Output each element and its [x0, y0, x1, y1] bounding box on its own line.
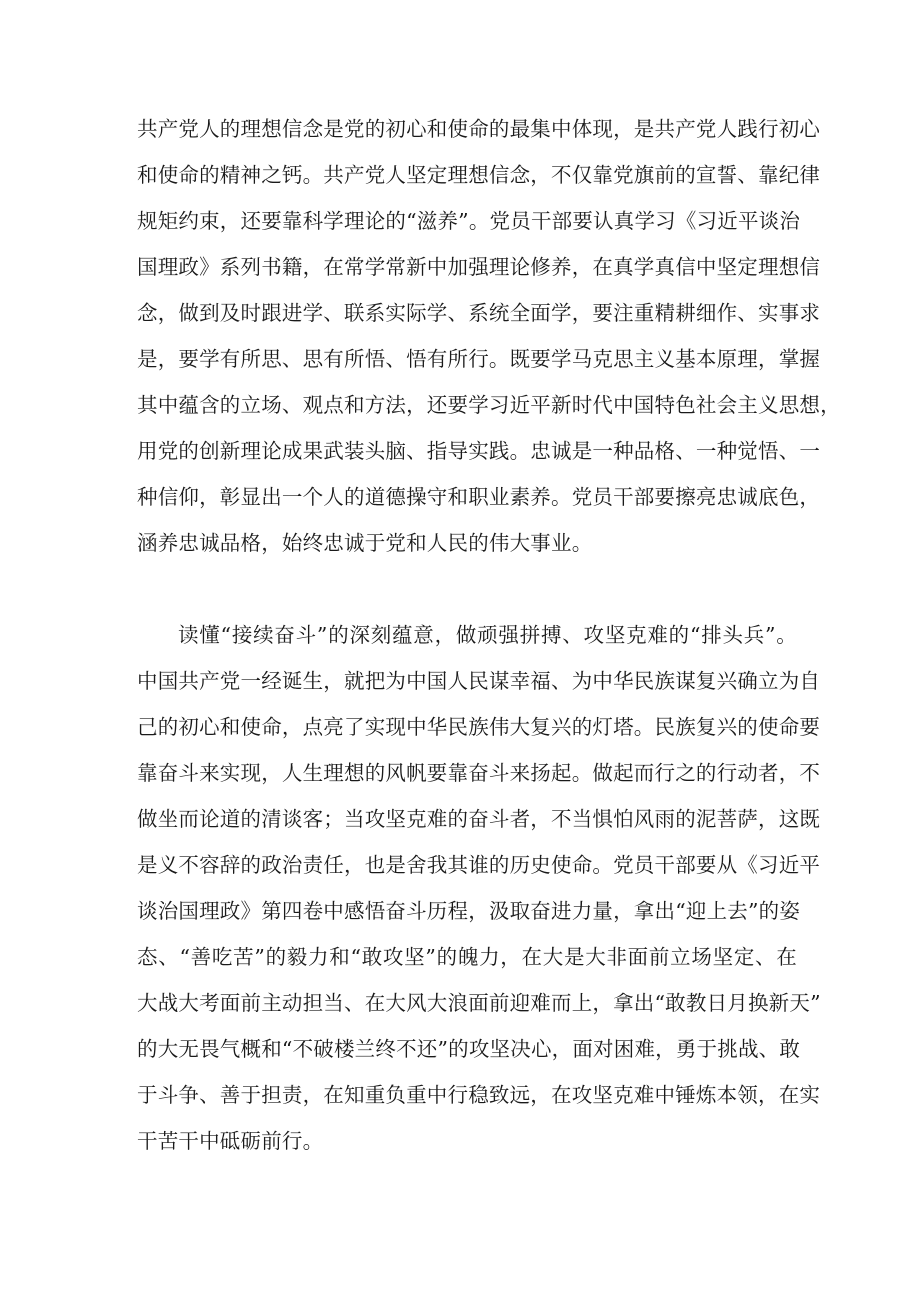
paragraph-line: 于斗争、善于担责，在知重负重中行稳致远，在攻坚克难中锤炼本领，在实 [137, 1083, 821, 1107]
paragraph-line: 是义不容辞的政治责任，也是舍我其谁的历史使命。党员干部要从《习近平 [137, 853, 821, 877]
paragraph-line: 干苦干中砥砺前行。 [137, 1129, 324, 1153]
paragraph-line: 态、“善吃苦”的毅力和“敢攻坚”的魄力，在大是大非面前立场坚定、在 [137, 945, 797, 969]
paragraph-line: 是，要学有所思、思有所悟、悟有所行。既要学马克思主义基本原理，掌握 [137, 347, 821, 371]
paragraph-line: 念，做到及时跟进学、联系实际学、系统全面学，要注重精耕细作、实事求 [137, 301, 821, 325]
paragraph-line: 中国共产党一经诞生，就把为中国人民谋幸福、为中华民族谋复兴确立为自 [137, 669, 821, 693]
paragraph-line: 其中蕴含的立场、观点和方法，还要学习近平新时代中国特色社会主义思想， [137, 393, 841, 417]
paragraph-line: 涵养忠诚品格，始终忠诚于党和人民的伟大事业。 [137, 531, 593, 555]
paragraph-line: 共产党人的理想信念是党的初心和使命的最集中体现，是共产党人践行初心 [137, 117, 821, 141]
paragraph-line: 谈治国理政》第四卷中感悟奋斗历程，汲取奋进力量，拿出“迎上去”的姿 [137, 899, 801, 923]
paragraph-line: 和使命的精神之钙。共产党人坚定理想信念，不仅靠党旗前的宣誓、靠纪律 [137, 163, 821, 187]
paragraph-line: 做坐而论道的清谈客；当攻坚克难的奋斗者，不当惧怕风雨的泥菩萨，这既 [137, 807, 821, 831]
paragraph-line: 规矩约束，还要靠科学理论的“滋养”。党员干部要认真学习《习近平谈治 [137, 209, 801, 233]
paragraph-line: 国理政》系列书籍，在常学常新中加强理论修养，在真学真信中坚定理想信 [137, 255, 821, 279]
paragraph-line: 种信仰，彰显出一个人的道德操守和职业素养。党员干部要擦亮忠诚底色， [137, 485, 821, 509]
paragraph-line: 大战大考面前主动担当、在大风大浪面前迎难而上，拿出“敢教日月换新天” [137, 991, 821, 1015]
paragraph-line: 己的初心和使命，点亮了实现中华民族伟大复兴的灯塔。民族复兴的使命要 [137, 715, 821, 739]
paragraph-line: 用党的创新理论成果武装头脑、指导实践。忠诚是一种品格、一种觉悟、一 [137, 439, 821, 463]
paragraph-line: 的大无畏气概和“不破楼兰终不还”的攻坚决心，面对困难，勇于挑战、敢 [137, 1037, 801, 1061]
paragraph-line: 靠奋斗来实现，人生理想的风帆要靠奋斗来扬起。做起而行之的行动者，不 [137, 761, 821, 785]
paragraph-line: 读懂“接续奋斗”的深刻蕴意，做顽强拼搏、攻坚克难的“排头兵”。 [178, 623, 797, 647]
